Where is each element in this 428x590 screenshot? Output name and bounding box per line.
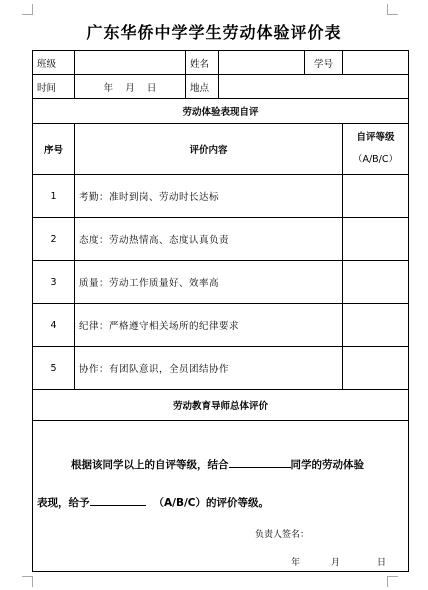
corner-mark-bottom-right bbox=[387, 576, 398, 587]
self-eval-heading: 劳动体验表现自评 bbox=[33, 99, 409, 124]
mentor-text-1b: 同学的劳动体验 bbox=[290, 459, 364, 471]
row-content: 协作：有团队意识，全员团结协作 bbox=[75, 347, 343, 390]
student-id-value-cell[interactable] bbox=[343, 51, 409, 75]
name-value-cell[interactable] bbox=[219, 51, 305, 75]
self-eval-header-row bbox=[33, 124, 409, 175]
row-no: 3 bbox=[33, 261, 75, 304]
sign-month-label: 月 bbox=[331, 558, 341, 568]
name-label: 姓名 bbox=[186, 51, 219, 75]
row-no: 1 bbox=[33, 175, 75, 218]
col-header-no: 序号 bbox=[33, 124, 75, 175]
row-grade-cell[interactable] bbox=[343, 347, 409, 390]
student-name-blank[interactable] bbox=[229, 457, 291, 468]
corner-mark-top-right bbox=[387, 4, 398, 15]
corner-mark-top-left bbox=[22, 4, 33, 15]
mentor-text-1a: 根据该同学以上的自评等级，结合 bbox=[71, 459, 229, 471]
mentor-comment-cell[interactable] bbox=[33, 421, 409, 572]
row-content: 态度：劳动热情高、态度认真负责 bbox=[75, 218, 343, 261]
time-value-cell[interactable] bbox=[75, 75, 186, 99]
table-row bbox=[33, 347, 409, 390]
mentor-text-line-1 bbox=[71, 457, 364, 472]
row-grade-cell[interactable] bbox=[343, 218, 409, 261]
sign-year-label: 年 bbox=[291, 558, 301, 568]
day-label: 日 bbox=[146, 82, 157, 94]
table-row bbox=[33, 175, 409, 218]
year-label: 年 bbox=[103, 82, 114, 94]
row-no: 5 bbox=[33, 347, 75, 390]
mentor-text-2b: （A/B/C）的评价等级。 bbox=[153, 497, 270, 509]
mentor-comment-area bbox=[33, 421, 408, 571]
mentor-text-2a: 表现，给予 bbox=[37, 497, 90, 509]
sign-day-label: 日 bbox=[377, 558, 387, 568]
mentor-eval-heading: 劳动教育导师总体评价 bbox=[33, 390, 409, 421]
row-grade-cell[interactable] bbox=[343, 261, 409, 304]
col-header-grade bbox=[343, 124, 409, 175]
col-header-grade-options: （A/B/C） bbox=[352, 154, 399, 165]
row-grade-cell[interactable] bbox=[343, 175, 409, 218]
mentor-eval-body-row bbox=[33, 421, 409, 572]
evaluation-form-table bbox=[32, 50, 409, 572]
corner-mark-bottom-left bbox=[22, 576, 33, 587]
row-no: 4 bbox=[33, 304, 75, 347]
row-content: 质量：劳动工作质量好、效率高 bbox=[75, 261, 343, 304]
table-row bbox=[33, 218, 409, 261]
student-id-label: 学号 bbox=[305, 51, 343, 75]
info-row-2 bbox=[33, 75, 409, 99]
time-label: 时间 bbox=[33, 75, 75, 99]
mentor-eval-heading-row bbox=[33, 390, 409, 421]
place-value-cell[interactable] bbox=[219, 75, 409, 99]
row-grade-cell[interactable] bbox=[343, 304, 409, 347]
col-header-content: 评价内容 bbox=[75, 124, 343, 175]
grade-blank[interactable] bbox=[90, 495, 146, 506]
col-header-grade-title: 自评等级 bbox=[356, 132, 395, 143]
class-value-cell[interactable] bbox=[75, 51, 186, 75]
form-title: 广东华侨中学学生劳动体验评价表 bbox=[86, 23, 342, 42]
mentor-text-line-2 bbox=[37, 495, 269, 510]
table-row bbox=[33, 261, 409, 304]
table-row bbox=[33, 304, 409, 347]
row-no: 2 bbox=[33, 218, 75, 261]
month-label: 月 bbox=[125, 82, 135, 94]
place-label: 地点 bbox=[186, 75, 219, 99]
row-content: 考勤：准时到岗、劳动时长达标 bbox=[75, 175, 343, 218]
class-label: 班级 bbox=[33, 51, 75, 75]
signature-label: 负责人签名： bbox=[255, 530, 310, 540]
self-eval-heading-row bbox=[33, 99, 409, 124]
info-row-1 bbox=[33, 51, 409, 75]
row-content: 纪律：严格遵守相关场所的纪律要求 bbox=[75, 304, 343, 347]
